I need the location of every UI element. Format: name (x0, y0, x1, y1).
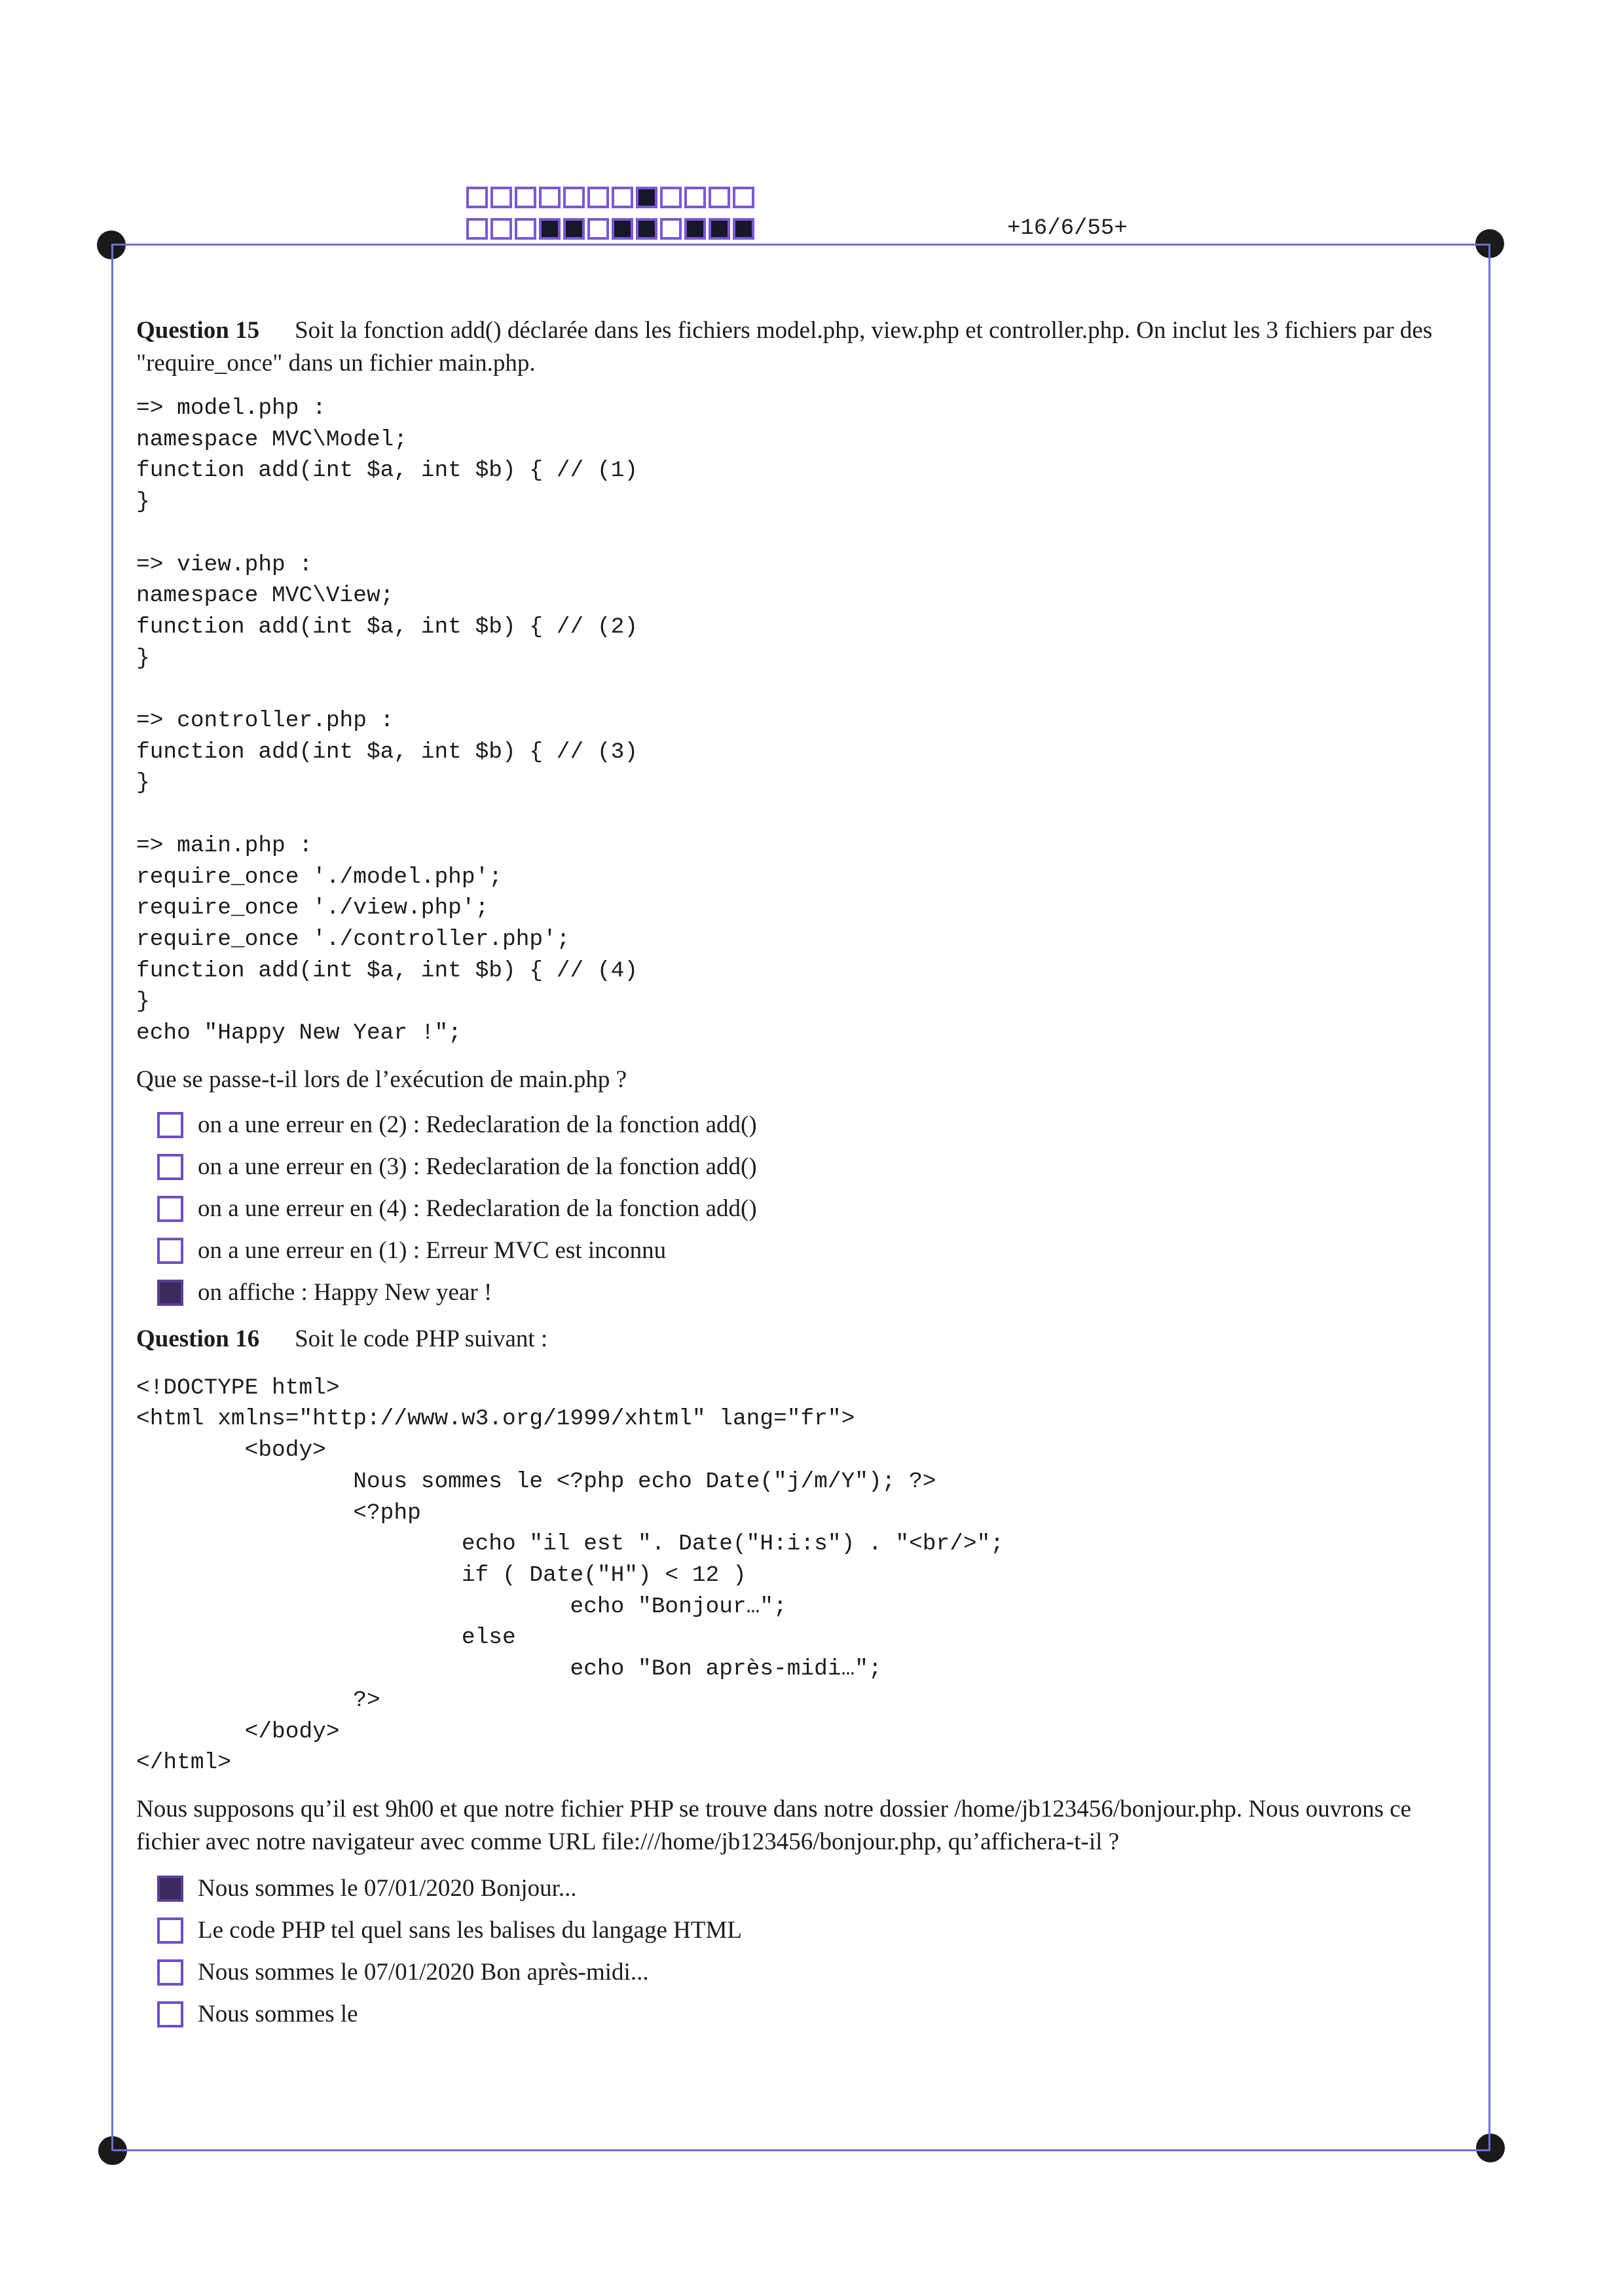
checkbox[interactable] (157, 1917, 183, 1944)
checkbox[interactable] (157, 1112, 183, 1138)
answer-option[interactable] (157, 1272, 1479, 1314)
question-sheet (136, 314, 1479, 2035)
answer-option[interactable] (157, 1146, 1479, 1188)
barcode-cell (684, 218, 706, 240)
checkbox[interactable] (157, 2001, 183, 2028)
barcode-cell (733, 187, 754, 208)
question-15-code: => model.php : namespace MVC\Model; function add(int $a, int $b) { // (1) } => view.php : namespace MVC\View; function add(int $a, int $b) { // (2) } => controller.php : function add(int $a, int $b) { // (3) } => main.php : require_once './model.php'; require_once './view.php'; require_once './controller.php'; function add(int $a, int $b) { // (4) } echo "Happy New Year !"; (136, 396, 638, 1046)
checkbox[interactable] (157, 1154, 183, 1180)
barcode-cell (587, 218, 609, 240)
barcode-cell (563, 187, 585, 208)
answer-label: Nous sommes le (198, 2001, 358, 2028)
barcode-cell (636, 187, 657, 208)
question-16-code: <!DOCTYPE html> <html xmlns="http://www.w3.org/1999/xhtml" lang="fr"> <body> Nous sommes le <?php echo Date("j/m/Y"); ?> <?php echo "il est ". Date("H:i:s") . "<br/>"; if ( Date("H") < 12 ) echo "Bonjour…"; else echo "Bon après-midi…"; ?> </body> </html> (136, 1375, 1005, 1776)
barcode-cell (636, 218, 657, 240)
question-16 (136, 1323, 1479, 2035)
checked-box[interactable] (157, 1280, 183, 1306)
frame-right-line (1488, 244, 1490, 2149)
answer-label: on a une erreur en (2) : Redeclaration de la fonction add() (198, 1111, 757, 1139)
question-16-header (136, 1323, 1479, 1356)
frame-left-line (111, 244, 113, 2151)
barcode-cell (709, 218, 730, 240)
checkbox[interactable] (157, 1196, 183, 1222)
question-16-title: Question 16 (136, 1325, 260, 1352)
question-16-prompt: Nous supposons qu’il est 9h00 et que notre fichier PHP se trouve dans notre dossier /home/jb123456/bonjour.php. Nous ouvrons ce fichier avec notre navigateur avec comme URL file:///home/jb123456/bonjour.php, qu’affichera-t-il ? (136, 1795, 1412, 1855)
answer-label: on a une erreur en (4) : Redeclaration de la fonction add() (198, 1195, 757, 1223)
barcode-cell (612, 187, 633, 208)
barcode-cell (490, 187, 512, 208)
answer-label: Le code PHP tel quel sans les balises du langage HTML (198, 1917, 742, 1944)
answer-label: Nous sommes le 07/01/2020 Bon après-midi... (198, 1959, 649, 1986)
question-16-text: Soit le code PHP suivant : (295, 1325, 548, 1352)
barcode-cell (684, 187, 706, 208)
barcode-cell (660, 187, 682, 208)
answer-option[interactable] (157, 1104, 1479, 1146)
barcode-cell (539, 218, 561, 240)
answer-option[interactable] (157, 1188, 1479, 1230)
barcode-cell (466, 187, 488, 208)
answer-label: on affiche : Happy New year ! (198, 1279, 492, 1306)
barcode-cell (587, 187, 609, 208)
question-15 (136, 314, 1479, 1314)
checkbox[interactable] (157, 1959, 183, 1986)
barcode-row-1 (466, 187, 754, 208)
page-code: +16/6/55+ (1007, 216, 1128, 241)
corner-mark-bottom-right (1476, 2134, 1505, 2162)
question-15-text: Soit la fonction add() déclarée dans les fichiers model.php, view.php et controller.php. On inclut les 3 fichiers par des "require_once" dans un fichier main.php. (136, 317, 1433, 377)
answer-label: Nous sommes le 07/01/2020 Bonjour... (198, 1875, 577, 1902)
barcode-cell (612, 218, 633, 240)
answer-label: on a une erreur en (1) : Erreur MVC est inconnu (198, 1237, 667, 1265)
answer-option[interactable] (157, 1993, 1479, 2035)
barcode-cell (709, 187, 730, 208)
barcode-cell (490, 218, 512, 240)
answer-option[interactable] (157, 1952, 1479, 1993)
barcode-cell (660, 218, 682, 240)
question-15-header (136, 314, 1479, 380)
question-16-answers (136, 1868, 1479, 2035)
frame-top-line (111, 244, 1490, 246)
answer-option[interactable] (157, 1230, 1479, 1272)
answer-label: on a une erreur en (3) : Redeclaration de la fonction add() (198, 1153, 757, 1181)
answer-option[interactable] (157, 1868, 1479, 1910)
question-15-prompt: Que se passe-t-il lors de l’exécution de main.php ? (136, 1065, 627, 1093)
barcode-cell (733, 218, 754, 240)
answer-option[interactable] (157, 1910, 1479, 1952)
question-15-title: Question 15 (136, 317, 260, 344)
barcode-cell (515, 187, 536, 208)
barcode-cell (539, 187, 561, 208)
frame-bottom-line (113, 2149, 1490, 2151)
question-15-answers (136, 1104, 1479, 1314)
barcode-cell (563, 218, 585, 240)
barcode-cell (515, 218, 536, 240)
checkbox[interactable] (157, 1238, 183, 1264)
barcode-cell (466, 218, 488, 240)
barcode-row-2 (466, 218, 754, 240)
checked-box[interactable] (157, 1876, 183, 1902)
